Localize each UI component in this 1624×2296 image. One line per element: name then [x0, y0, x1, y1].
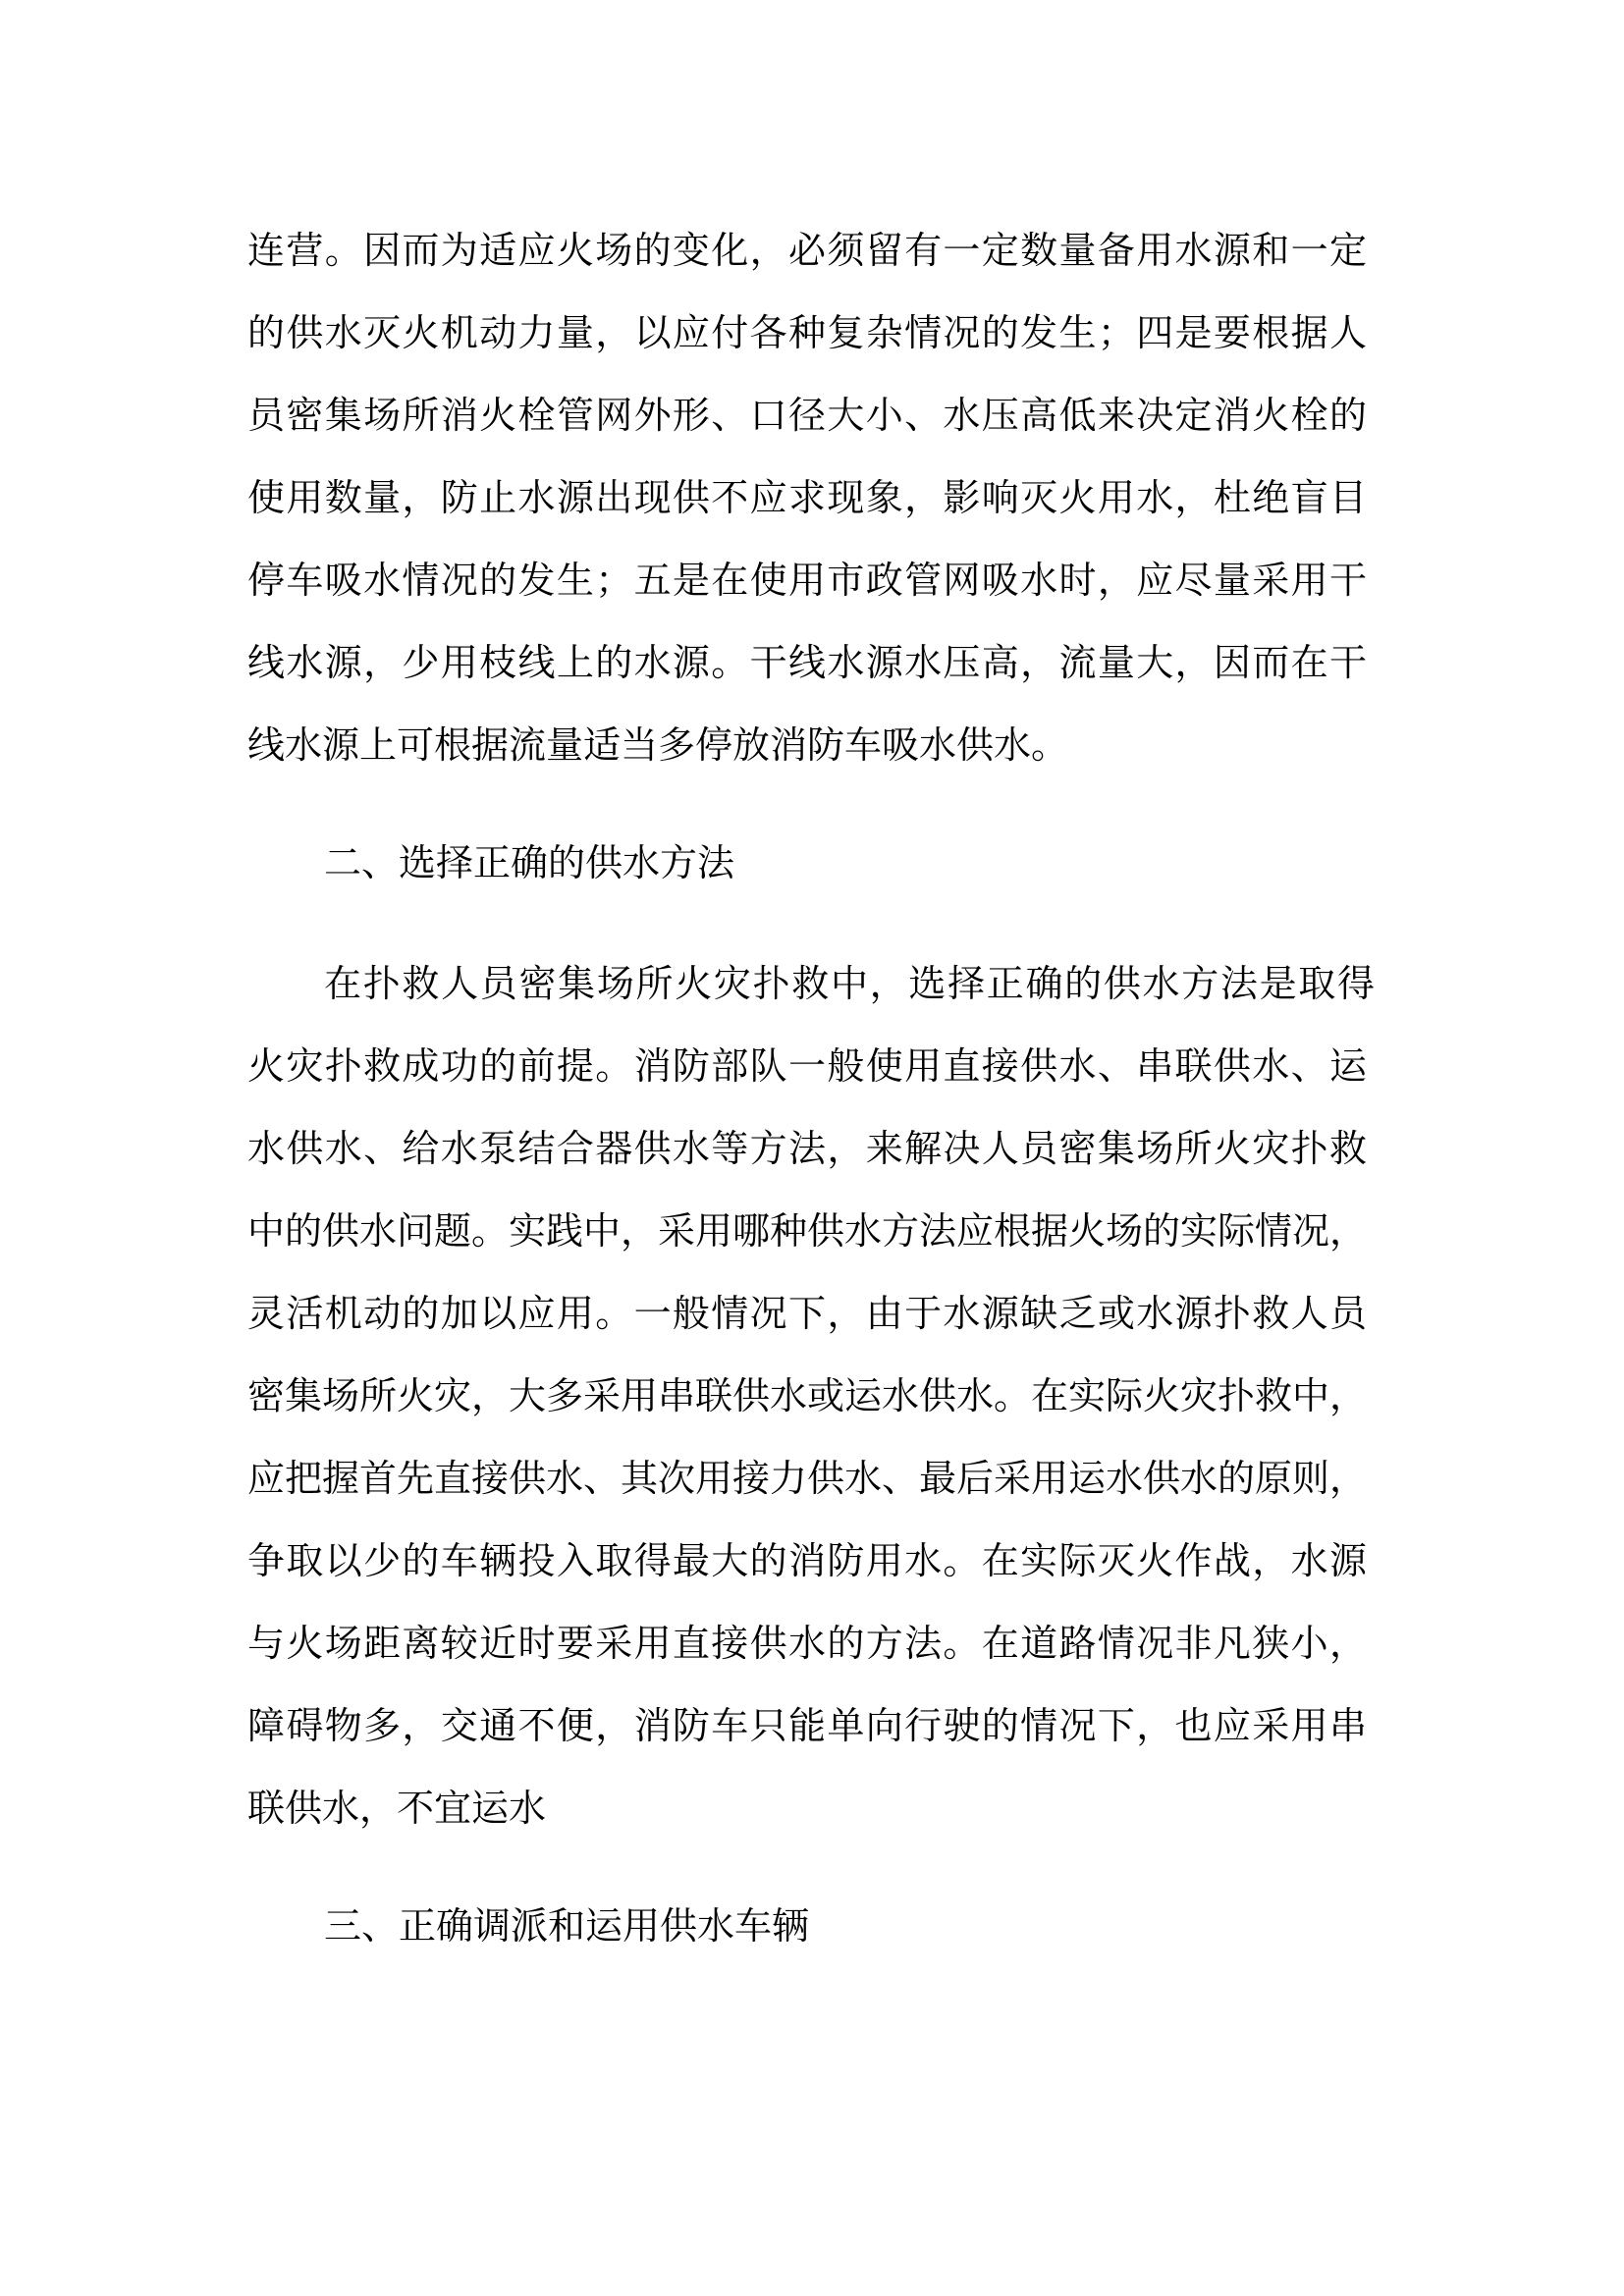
text-line: 与火场距离较近时要采用直接供水的方法。在道路情况非凡狭小， — [247, 1622, 1367, 1665]
text-line: 使用数量，防止水源出现供不应求现象，影响灭火用水，杜绝盲目 — [247, 476, 1367, 519]
section-heading-3: 三、正确调派和运用供水车辆 — [324, 1904, 810, 1948]
text-line: 线水源上可根据流量适当多停放消防车吸水供水。 — [247, 723, 1069, 767]
text-line: 停车吸水情况的发生；五是在使用市政管网吸水时，应尽量采用干 — [247, 559, 1367, 602]
text-line: 应把握首先直接供水、其次用接力供水、最后采用运水供水的原则， — [247, 1457, 1368, 1500]
section-heading-2: 二、选择正确的供水方法 — [324, 841, 735, 884]
text-line: 争取以少的车辆投入取得最大的消防用水。在实际灭火作战，水源 — [247, 1539, 1367, 1582]
text-line: 在扑救人员密集场所火灾扑救中，选择正确的供水方法是取得 — [324, 962, 1375, 1005]
text-line: 灵活机动的加以应用。一般情况下，由于水源缺乏或水源扑救人员 — [247, 1292, 1367, 1335]
text-line: 障碍物多，交通不便，消防车只能单向行驶的情况下，也应采用串 — [247, 1704, 1367, 1747]
text-line: 线水源，少用枝线上的水源。干线水源水压高，流量大，因而在干 — [247, 641, 1367, 684]
text-line: 员密集场所消火栓管网外形、口径大小、水压高低来决定消火栓的 — [247, 394, 1367, 437]
text-line: 联供水，不宜运水 — [247, 1787, 547, 1830]
text-line: 水供水、给水泵结合器供水等方法，来解决人员密集场所火灾扑救 — [247, 1127, 1367, 1170]
text-line: 密集场所火灾，大多采用串联供水或运水供水。在实际火灾扑救中， — [247, 1374, 1368, 1417]
text-line: 中的供水问题。实践中，采用哪种供水方法应根据火场的实际情况， — [247, 1209, 1368, 1253]
text-line: 火灾扑救成功的前提。消防部队一般使用直接供水、串联供水、运 — [247, 1044, 1367, 1088]
text-line: 连营。因而为适应火场的变化，必须留有一定数量备用水源和一定 — [247, 229, 1367, 272]
text-line: 的供水灭火机动力量，以应付各种复杂情况的发生；四是要根据人 — [247, 311, 1367, 354]
